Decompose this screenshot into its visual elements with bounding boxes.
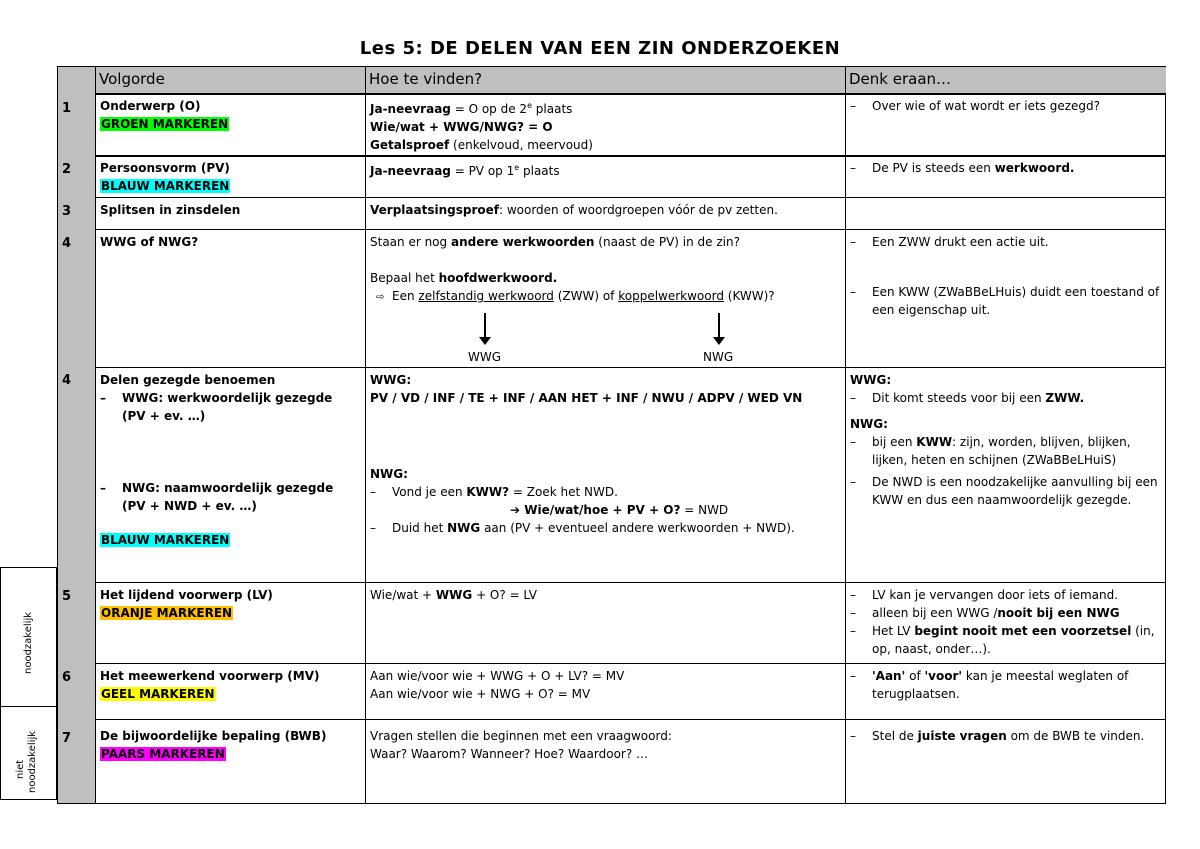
row-7-remember-cell: – Stel de juiste vragen om de BWB te vinden. — [850, 729, 1145, 743]
row-name: Onderwerp (O) — [100, 99, 201, 113]
row-divider — [95, 582, 1166, 583]
row-name: Het meewerkend voorwerp (MV) — [100, 669, 320, 683]
row-divider — [95, 663, 1166, 664]
row-4b-how-cell: WWG: PV / VD / INF / TE + INF / AAN HET + INF / NWU / ADPV / WED VN NWG: – Vond je een KWW? = Zoek het NWD. ➔ Wie/wat/hoe + PV + O? = NWD – Duid het NWG aan (PV + eventueel andere werkwoorden + NWD). — [370, 373, 803, 535]
row-name: Persoonsvorm (PV) — [100, 161, 230, 175]
row-2-name-cell — [100, 159, 360, 195]
column-divider — [95, 67, 96, 803]
page-title: Les 5: DE DELEN VAN EEN ZIN ONDERZOEKEN — [359, 38, 841, 59]
side-label: noodzakelijk — [23, 611, 34, 674]
mark-label-orange: ORANJE MARKEREN — [101, 606, 233, 620]
lesson-table — [57, 66, 1166, 804]
row-divider — [95, 155, 1166, 157]
row-4a-how-cell: Staan er nog andere werkwoorden (naast de PV) in de zin? Bepaal het hoofdwerkwoord. ⇨ Een zelfstandig werkwoord (ZWW) of koppelwerkwoord (KWW)? — [370, 235, 775, 303]
row-4a-remember-cell: – Een ZWW drukt een actie uit. – Een KWW (ZWaBBeLHuis) duidt een toestand of een eigenschap uit. — [850, 235, 1160, 317]
nwg-label: NWG — [703, 350, 734, 364]
row-number: 4 — [62, 373, 72, 388]
row-number: 6 — [62, 670, 72, 685]
row-2-how-cell: Ja-neevraag = PV op 1e plaats — [370, 163, 560, 178]
row-5-how-cell: Wie/wat + WWG + O? = LV — [370, 588, 538, 602]
row-divider — [95, 93, 1166, 95]
row-divider — [95, 229, 1166, 230]
row-3-how-cell: Verplaatsingsproef: woorden of woordgroepen vóór de pv zetten. — [370, 203, 778, 217]
row-name: De bijwoordelijke bepaling (BWB) — [100, 729, 327, 743]
row-5-name-cell — [100, 586, 360, 622]
row-7-name-cell — [100, 727, 360, 763]
wwg-label: WWG — [468, 350, 502, 364]
mark-label-green: GROEN MARKEREN — [101, 117, 229, 131]
row-number: 7 — [62, 731, 72, 746]
row-name: Het lijdend voorwerp (LV) — [100, 588, 273, 602]
header-volgorde: Volgorde — [99, 70, 165, 88]
row-name: WWG of NWG? — [100, 235, 199, 249]
row-4b-name-cell: Delen gezegde benoemen – WWG: werkwoordelijk gezegde (PV + ev. …) – NWG: naamwoordelijk gezegde (PV + NWD + ev. …) BLAUW MARKEREN — [100, 371, 362, 549]
row-divider — [95, 367, 1166, 368]
header-hoe-te-vinden: Hoe te vinden? — [369, 70, 483, 88]
side-label: niet — [15, 759, 26, 779]
mark-label-purple: PAARS MARKEREN — [101, 747, 225, 761]
row-5-remember-cell: – LV kan je vervangen door iets of iemand. – alleen bij een WWG /nooit bij een NWG – Het LV begint nooit met een voorzetsel (in, op, naast, onder…). — [850, 588, 1155, 656]
row-number: 3 — [62, 204, 72, 219]
row-number: 4 — [62, 236, 72, 251]
mark-label-blue: BLAUW MARKEREN — [101, 179, 230, 193]
row-7-how-cell: Vragen stellen die beginnen met een vraagwoord: Waar? Waarom? Wanneer? Hoe? Waardoor? … — [370, 729, 672, 761]
arrow-right-icon: ➔ — [510, 503, 521, 517]
row-6-how-cell: Aan wie/voor wie + WWG + O + LV? = MV Aan wie/voor wie + NWG + O? = MV — [370, 669, 625, 701]
row-number-column — [58, 67, 95, 803]
row-1-name-cell — [100, 97, 360, 133]
column-divider — [845, 67, 846, 803]
row-4b-remember-cell: WWG: – Dit komt steeds voor bij een ZWW. NWG: – bij een KWW: zijn, worden, blijven, blijken, lijken, heten en schijnen (ZWaBBeLHuiS) – De NWD is een noodzakelijke aanvulling bij een KWW en dus een naamwoordelijk gezegde. — [850, 373, 1158, 507]
row-6-name-cell — [100, 667, 360, 703]
row-divider — [95, 197, 1166, 198]
row-2-remember-cell: – De PV is steeds een werkwoord. — [850, 161, 1075, 175]
row-1-how-cell: Ja-neevraag = O op de 2e plaats Wie/wat + WWG/NWG? = O Getalsproef (enkelvoud, meervoud) — [370, 101, 593, 152]
mark-label-yellow: GEEL MARKEREN — [101, 687, 215, 701]
side-box-noodzakelijk — [0, 567, 57, 707]
side-box-niet-noodzakelijk — [0, 706, 57, 800]
row-number: 1 — [62, 101, 72, 116]
header-denk-eraan: Denk eraan… — [849, 70, 952, 88]
mark-label-blue: BLAUW MARKEREN — [101, 533, 230, 547]
row-name: Splitsen in zinsdelen — [100, 203, 241, 217]
row-name: Delen gezegde benoemen — [100, 373, 276, 387]
table-header — [95, 67, 1166, 93]
arrow-down-icon — [484, 313, 486, 339]
row-number: 2 — [62, 162, 72, 177]
row-number: 5 — [62, 589, 72, 604]
row-1-remember-cell: – Over wie of wat wordt er iets gezegd? — [850, 99, 1101, 113]
arrow-right-icon: ⇨ — [376, 292, 385, 303]
arrow-down-icon — [718, 313, 720, 339]
side-label: noodzakelijk — [27, 730, 38, 793]
row-divider — [95, 719, 1166, 720]
column-divider — [365, 67, 366, 803]
row-6-remember-cell: – 'Aan' of 'voor' kan je meestal weglaten of terugplaatsen. — [850, 669, 1129, 701]
